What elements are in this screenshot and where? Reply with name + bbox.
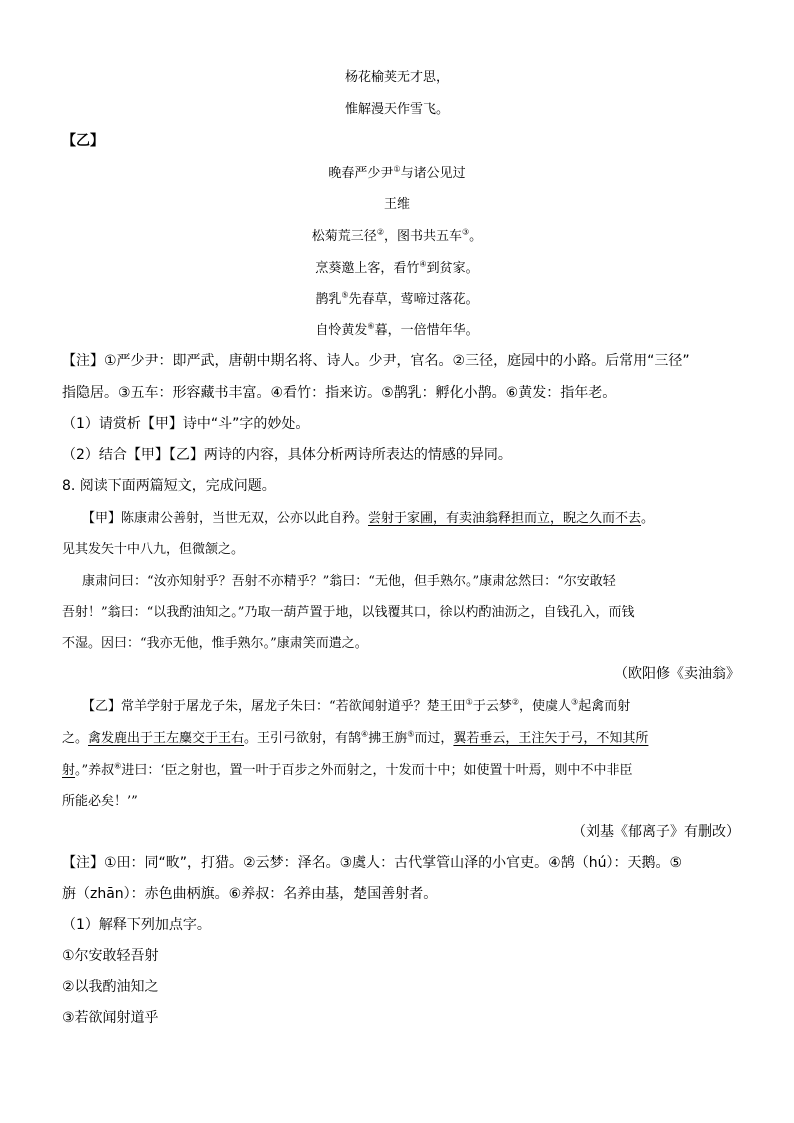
text-jia-source: （欧阳修《卖油翁》 xyxy=(614,666,740,682)
item-3: ③若欲闻射道乎 xyxy=(62,1010,159,1026)
item-2: ②以我酌油知之 xyxy=(62,979,159,995)
text-yi-line-4: 所能必矣！’” xyxy=(62,794,138,809)
text-yi-line-1: 【乙】常羊学射于屠龙子朱，屠龙子朱曰：“若欲闻射道乎？楚王田①于云梦②，使虞人③起禽而射 xyxy=(82,697,631,714)
note-2-line-2: 旃（zhān）：赤色曲柄旗。⑥养叔：名养由基，楚国善射者。 xyxy=(62,886,438,902)
text-yi-source: （刘基《郁离子》有删改） xyxy=(572,824,740,840)
question-7-2: （2）结合【甲】【乙】两诗的内容，具体分析两诗所表达的情感的异同。 xyxy=(62,447,512,463)
poem-yi-author: 王维 xyxy=(383,197,410,212)
text-jia-p1-line-2: 见其发矢十中八九，但微颔之。 xyxy=(62,542,245,557)
question-7-1: （1）请赏析【甲】诗中“斗”字的妙处。 xyxy=(62,416,310,432)
text-jia-p2-line-3: 不湿。因曰：“我亦无他，惟手熟尔。”康肃笑而遣之。 xyxy=(62,636,368,651)
poem-yi-line-3: 鹊乳⑤先春草，莺啼过落花。 xyxy=(315,290,479,307)
note-1-line-1: 【注】①严少尹：即严武，唐朝中期名将、诗人。少尹，官名。②三径，庭园中的小路。后常用“三径” xyxy=(62,353,690,369)
poem-jia-line-1: 杨花榆荚无才思， xyxy=(344,70,449,85)
text-yi-line-3: 射。”养叔⑥进曰：‘臣之射也，置一叶于百步之外而射之，十发而十中；如使置十叶焉，则中不中非臣 xyxy=(62,761,633,778)
poem-yi-line-2: 烹葵邀上客，看竹④到贫家。 xyxy=(315,259,479,276)
poem-yi-title: 晚春严少尹①与诸公见过 xyxy=(328,164,466,181)
poem-yi-line-4: 自怜黄发⑥暮，一倍惜年华。 xyxy=(315,321,479,338)
text-jia-p2-line-2: 吾射！”翁曰：“以我酌油知之。”乃取一葫芦置于地，以钱覆其口，徐以杓酌油沥之，自钱孔入，而钱 xyxy=(62,605,635,620)
section-yi-header: 【乙】 xyxy=(62,133,104,149)
question-8: 8. 阅读下面两篇短文，完成问题。 xyxy=(62,478,276,494)
text-yi-line-2: 之。禽发鹿出于王左麋交于王右。王引弓欲射，有鹄④拂王旃⑤而过，翼若垂云，王注矢于弓，不知其所 xyxy=(62,729,649,746)
poem-yi-line-1: 松菊荒三径②，图书共五车③。 xyxy=(311,227,483,244)
text-jia-p2-line-1: 康肃问曰：“汝亦知射乎？吾射不亦精乎？”翁曰：“无他，但手熟尔。”康肃忿然曰：“尔安敢轻 xyxy=(82,574,616,589)
question-8-1: （1）解释下列加点字。 xyxy=(62,917,211,933)
item-1: ①尔安敢轻吾射 xyxy=(62,948,159,964)
poem-jia-line-2: 惟解漫天作雪飞。 xyxy=(344,102,449,117)
text-jia-p1-line-1: 【甲】陈康肃公善射，当世无双，公亦以此自矜。尝射于家圃，有卖油翁释担而立，睨之久而不去。 xyxy=(82,511,655,526)
note-1-line-2: 指隐居。③五车：形容藏书丰富。④看竹：指来访。⑤鹊乳：孵化小鹊。⑥黄发：指年老。 xyxy=(62,385,617,401)
note-2-line-1: 【注】①田：同“畋”，打猎。②云梦：泽名。③虞人：古代掌管山泽的小官吏。④鹄（hú）：天鹅。⑤ xyxy=(62,855,683,871)
